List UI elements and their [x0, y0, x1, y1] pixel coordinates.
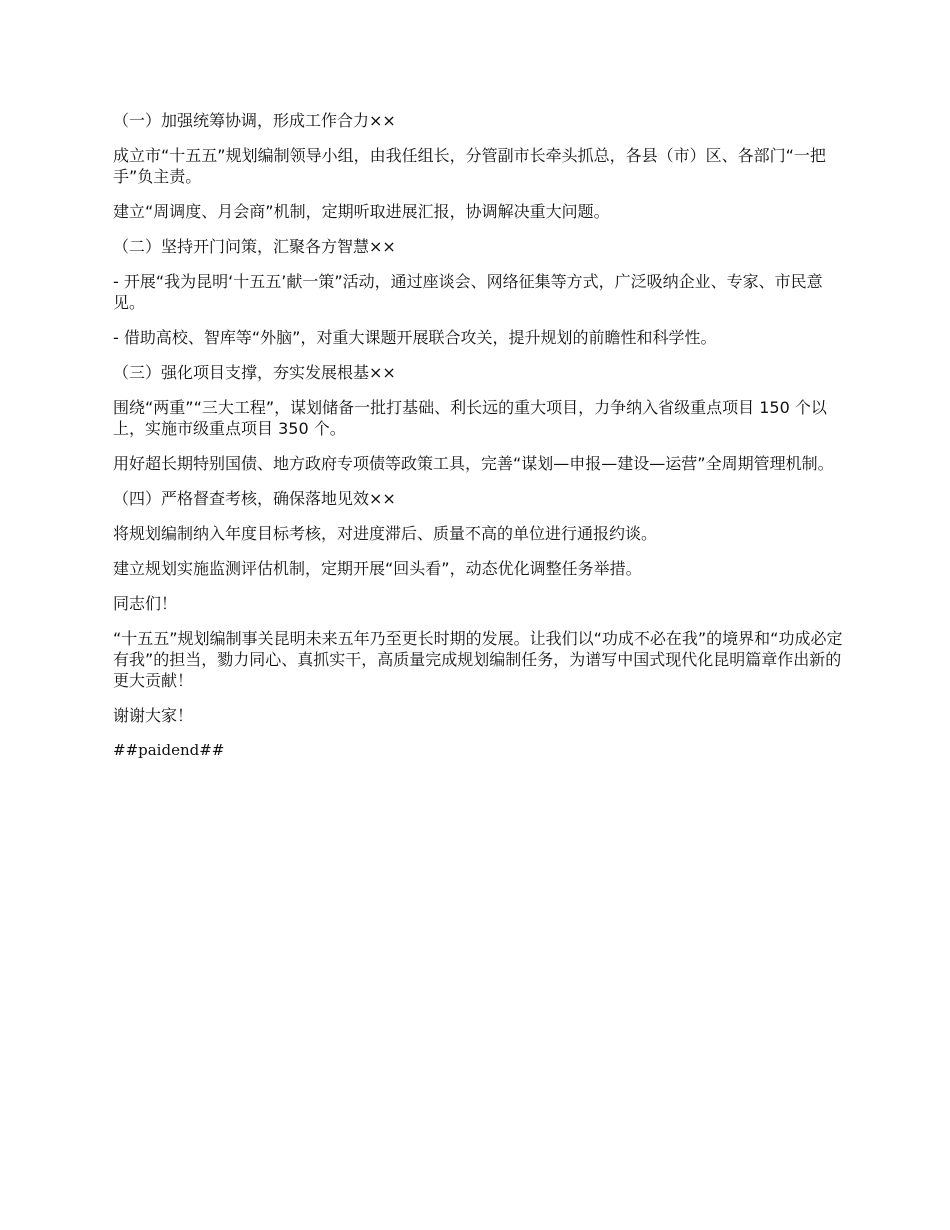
document-page	[113, 110, 843, 775]
section-heading-2: （二）坚持开门问策，汇聚各方智慧××	[113, 237, 396, 256]
closing-paragraph: “十五五”规划编制事关昆明未来五年乃至更长时期的发展。让我们以“功成不必在我”的境界和“功成必定有我”的担当，勠力同心、真抓实干，高质量完成规划编制任务，为谱写中国式现代化昆明篇章作出新的更大贡献！	[113, 629, 843, 690]
paragraph: 围绕“两重”“三大工程”，谋划储备一批打基础、利长远的重大项目，力争纳入省级重点项目 150 个以上，实施市级重点项目 350 个。	[113, 398, 827, 438]
bullet-paragraph: - 开展“我为昆明‘十五五’献一策”活动，通过座谈会、网络征集等方式，广泛吸纳企业、专家、市民意见。	[113, 272, 823, 312]
paragraph: 建立“周调度、月会商”机制，定期听取进展汇报，协调解决重大问题。	[113, 202, 610, 221]
paragraph: 用好超长期特别国债、地方政府专项债等政策工具，完善“谋划—申报—建设—运营”全周期管理机制。	[113, 454, 834, 473]
bullet-paragraph: - 借助高校、智库等“外脑”，对重大课题开展联合攻关，提升规划的前瞻性和科学性。	[113, 328, 717, 347]
paragraph: 将规划编制纳入年度目标考核，对进度滞后、质量不高的单位进行通报约谈。	[113, 524, 658, 543]
section-heading-3: （三）强化项目支撑，夯实发展根基××	[113, 363, 396, 382]
paid-end-marker: ##paidend##	[113, 741, 225, 759]
section-heading-4: （四）严格督查考核，确保落地见效××	[113, 489, 396, 508]
section-heading-1: （一）加强统筹协调，形成工作合力××	[113, 111, 396, 130]
paragraph: 成立市“十五五”规划编制领导小组，由我任组长，分管副市长牵头抓总，各县（市）区、各部门“一把手”负主责。	[113, 146, 826, 186]
thanks-line: 谢谢大家！	[113, 706, 194, 725]
salutation: 同志们！	[113, 594, 178, 613]
paragraph: 建立规划实施监测评估机制，定期开展“回头看”，动态优化调整任务举措。	[113, 559, 642, 578]
